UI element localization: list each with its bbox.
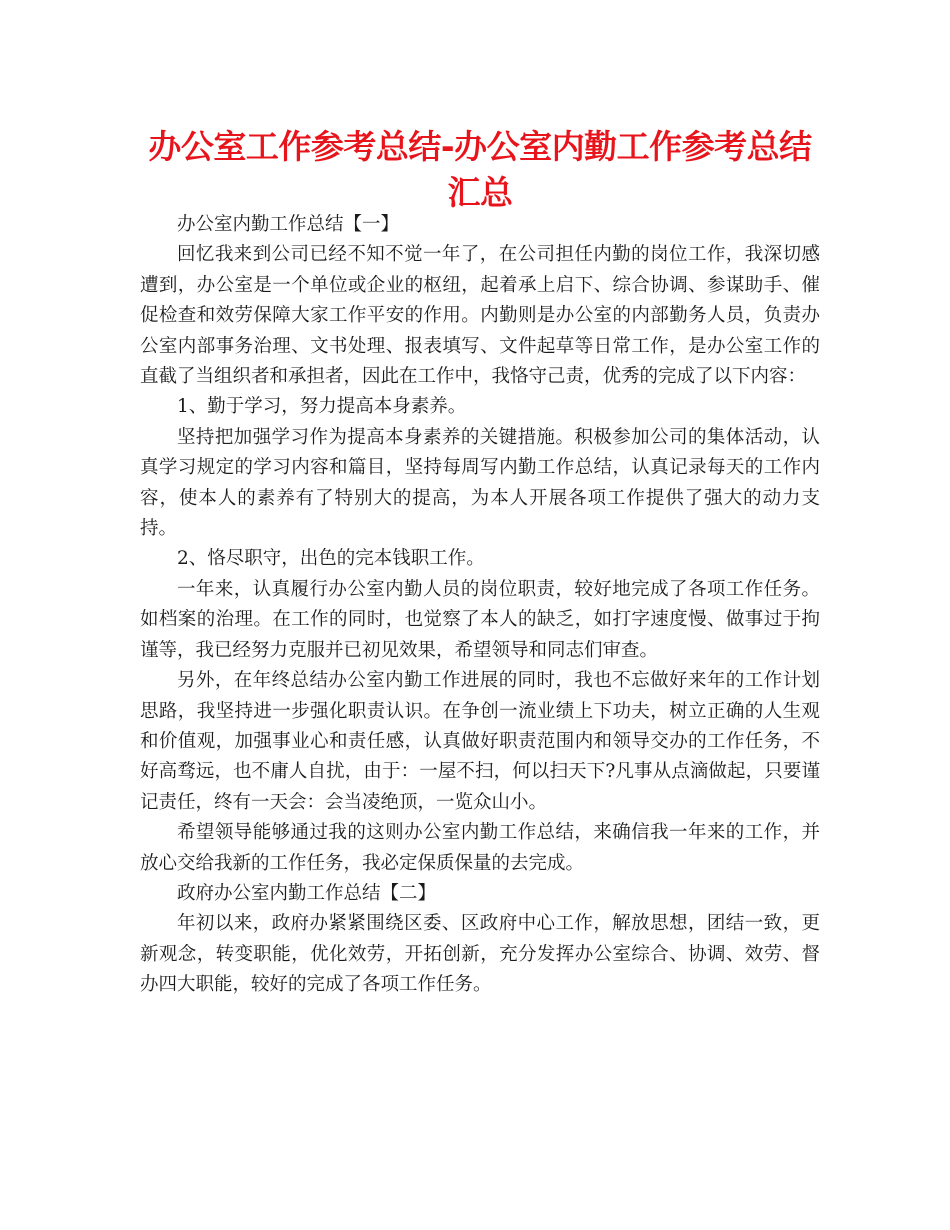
- section-heading-1: 办公室内勤工作总结【一】: [177, 214, 400, 235]
- body-paragraph: 一年来，认真履行办公室内勤人员的岗位职责，较好地完成了各项工作任务。如档案的治理。在工作的同时，也觉察了本人的缺乏，如打字速度慢、做事过于拘谨等，我已经努力克服并已初见效果，希望领导和同志们审查。: [140, 578, 820, 661]
- body-paragraph: 年初以来，政府办紧紧围绕区委、区政府中心工作，解放思想，团结一致，更新观念，转变职能，优化效劳，开拓创新，充分发挥办公室综合、协调、效劳、督办四大职能，较好的完成了各项工作任务。: [140, 913, 820, 996]
- list-heading-1: 1、勤于学习，努力提高本身素养。: [177, 396, 467, 418]
- document-body: [140, 210, 820, 1001]
- body-paragraph: 回忆我来到公司已经不知不觉一年了，在公司担任内勤的岗位工作，我深切感遭到，办公室是一个单位或企业的枢纽，起着承上启下、综合协调、参谋助手、催促检查和效劳保障大家工作平安的作用。内勤则是办公室的内部勤务人员，负责办公室内部事务治理、文书处理、报表填写、文件起草等日常工作，是办公室工作的直截了当组织者和承担者，因此在工作中，我恪守己责，优秀的完成了以下内容：: [140, 244, 820, 388]
- section-heading-2: 政府办公室内勤工作总结【二】: [177, 882, 437, 904]
- body-paragraph: 另外，在年终总结办公室内勤工作进展的同时，我也不忘做好来年的工作计划思路，我坚持进一步强化职责认识。在争创一流业绩上下功夫，树立正确的人生观和价值观，加强事业心和责任感，认真做好职责范围内和领导交办的工作任务，不好高骛远，也不庸人自扰，由于：一屋不扫，何以扫天下?凡事从点滴做起，只要谨记责任，终有一天会：会当凌绝顶，一览众山小。: [140, 670, 820, 813]
- list-heading-2: 2、恪尽职守，出色的完本钱职工作。: [177, 548, 485, 570]
- body-paragraph: 希望领导能够通过我的这则办公室内勤工作总结，来确信我一年来的工作，并放心交给我新的工作任务，我必定保质保量的去完成。: [140, 822, 820, 874]
- body-paragraph: 坚持把加强学习作为提高本身素养的关键措施。积极参加公司的集体活动，认真学习规定的学习内容和篇目，坚持每周写内勤工作总结，认真记录每天的工作内容，使本人的素养有了特别大的提高，为本人开展各项工作提供了强大的动力支持。: [140, 426, 820, 540]
- document-title: 办公室工作参考总结-办公室内勤工作参考总结汇总: [148, 127, 812, 212]
